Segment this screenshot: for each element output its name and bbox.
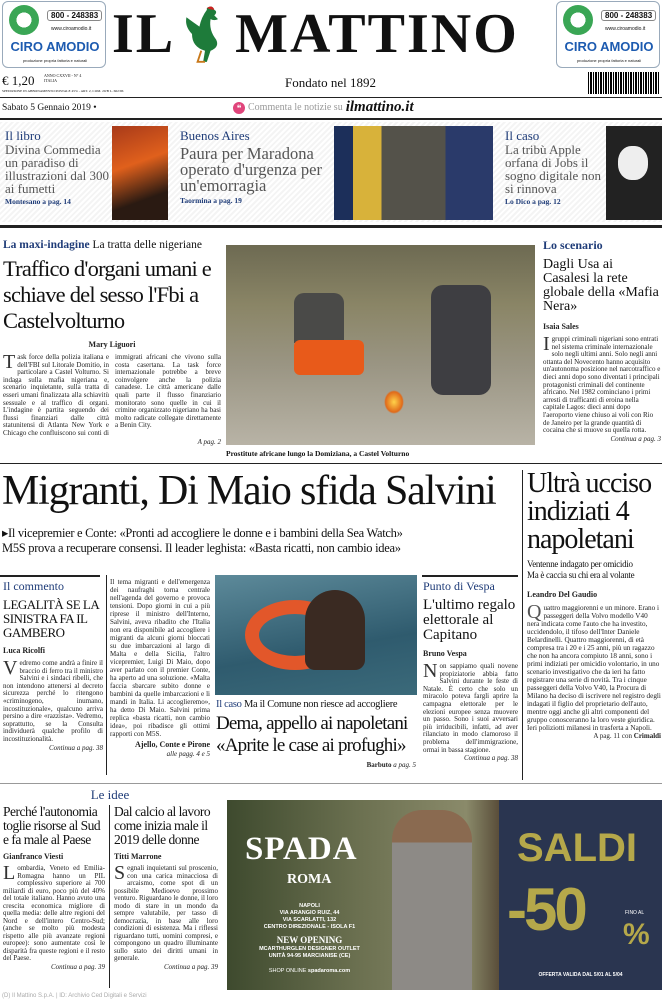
idee-item [114, 805, 218, 972]
ad-address: VIA SCARLATTI, 132 [282, 917, 337, 923]
body-text: egnali inquietanti sul proscenio, con una carica minacciosa di arcaismo, come spot di un possibile Medioevo prossimo venturo. Riguardano le donne, il loro modo di stare in un mondo da sempre valutabile, per tasso di democrazia, in base alle loro condizioni di esistenza. Ma i riflessi riguardano tutti, uomini compresi, e compongono un quadro illuminante sullo stato dei diritti umani in generale. [114, 864, 218, 962]
divider [0, 575, 100, 577]
idee-body [114, 862, 218, 963]
fire [384, 390, 404, 414]
main-ref[interactable]: alle pagg. 4 e 5 [166, 750, 210, 758]
dema-block [216, 698, 416, 770]
scenario-author: Isaia Sales [543, 322, 579, 331]
lead-body [3, 351, 221, 438]
main-article [110, 578, 210, 759]
ad-shop [247, 968, 372, 975]
footer: (D) Il Mattino S.p.A. | ID: Archivio Ced Digitali e Servizi [2, 993, 147, 999]
comment-bubble-icon: ❝ [233, 102, 245, 114]
section-label: Il commento [3, 579, 64, 593]
ultra-body [527, 601, 661, 732]
lead-kicker [3, 238, 221, 252]
ref-text: a pag. 5 [393, 761, 416, 769]
postal-info: SPEDIZIONE IN ABBONAMENTO POSTALE 45% - ART. 2, COM. 20/B L. 662/96 [2, 89, 124, 93]
main-body: Il tema migranti e dell'emergenza dei naufraghi torna centrale nell'agenda del governo e provoca tensioni. Dopo giorni in cui a più riprese il ministro dell'Interno, Salvini, aveva ribadito che l'Italia non era disponibile ad accogliere i migranti da alcuni giorni bloccati su due imbarcazioni al largo di Malta e della Sicilia, l'altro vicepremier, Luigi Di Maio, dopo aver parlato con il premier Conte, ha aperto ad una soluzione. «Malta faccia sbarcare subito donne e bambini da quelle imbarcazioni e li mandi in Italia. Li accoglieremo», ha detto Di Maio. Salvini prima replica «basta ricatti, non cambio idea», poi ribadisce gli ottimi rapporti con M5S. [110, 578, 210, 738]
founded: Fondato nel 1892 [285, 75, 376, 90]
main-authors: Ajello, Conte e Pirone [135, 740, 210, 749]
kicker-label: La maxi-indagine [3, 239, 90, 251]
teaser-maradona[interactable] [180, 128, 332, 205]
ultra-column [527, 470, 661, 741]
vespa-headline[interactable]: L'ultimo regalo elettorale al Capitano [423, 597, 516, 643]
idee-headline[interactable]: Perché l'autonomia toglie risorse al Sud e fa male al Paese [3, 804, 101, 847]
ref-name: Crimaldi [633, 732, 661, 740]
teaser-image-maradona [334, 126, 493, 220]
idee-item [3, 805, 105, 972]
ad-fino: FINO AL [625, 910, 645, 916]
advert-spada[interactable] [227, 800, 662, 990]
teaser-image-painting [112, 126, 168, 220]
site-name: ilmattino.it [345, 99, 414, 115]
dropcap: T [3, 351, 16, 373]
ad-address: VIA ARANGIO RUIZ, 44 [279, 910, 340, 916]
kicker-label: Il caso [216, 699, 242, 710]
commento-body [3, 657, 103, 744]
rooster-icon [179, 2, 231, 66]
divider [109, 805, 110, 988]
idee-headline[interactable]: Dal calcio al lavoro come inizia male il 2019 delle donne [114, 804, 211, 847]
scenario-ref[interactable]: Continua a pag. 3 [610, 434, 661, 443]
divider [422, 575, 518, 577]
dropcap: I [543, 333, 550, 355]
ultra-author: Leandro Del Gaudio [527, 590, 598, 599]
ad-opening: NEW OPENING [276, 935, 343, 945]
divider [522, 470, 523, 780]
person-left [294, 293, 344, 343]
dropcap: Q [527, 601, 542, 623]
idee-author: Titti Marrone [114, 852, 162, 861]
vespa-ref[interactable]: Continua a pag. 38 [463, 754, 518, 763]
logo[interactable] [112, 2, 552, 66]
ultra-subtitle: Ventenne indagato per omicidio [527, 559, 633, 569]
ad-phone: 800 - 248383 [47, 10, 102, 21]
person-right [431, 285, 491, 395]
barcode [588, 72, 660, 94]
ultra-ref[interactable] [527, 732, 661, 741]
dema-headline[interactable]: Dema, appello ai napoletani [216, 713, 408, 734]
teaser-libro[interactable] [5, 128, 110, 206]
ad-phone: 800 - 248383 [601, 10, 656, 21]
ad-sale-panel [499, 800, 662, 990]
lead-author: Mary Liguori [88, 340, 136, 349]
ad-percent: % [623, 918, 650, 951]
divider [0, 97, 662, 98]
teaser-ref: Lo Dico a pag. 12 [505, 197, 561, 206]
commento-column [3, 579, 103, 753]
dema-kicker [216, 698, 416, 711]
kicker-text: La tratta delle nigeriane [92, 239, 202, 251]
ref-text: A pag. 11 con [593, 732, 633, 740]
teaser-image-apple [606, 126, 662, 220]
divider [0, 463, 662, 464]
teaser-title: Divina Commedia un paradiso di illustrazioni dal 300 ai fumetti [5, 142, 109, 196]
ad-sale: SALDI [517, 826, 637, 870]
commento-headline[interactable]: LEGALITÀ SE LA SINISTRA FA IL GAMBERO [3, 597, 99, 640]
idee-body [3, 862, 105, 963]
lead-ref[interactable]: A pag. 2 [197, 437, 221, 446]
divider [106, 575, 107, 775]
ad-ciro-amodio-left[interactable] [2, 1, 106, 68]
comment-prompt: Commenta le notizie su [248, 102, 343, 113]
ref-name: Barbuto [366, 761, 392, 769]
teaser-label: Il libro [5, 128, 41, 143]
dropcap: L [3, 862, 16, 884]
ad-tagline: produzione propria fattoria e naturali [22, 58, 88, 63]
scenario-headline[interactable]: Dagli Usa ai Casalesi la rete globale della «Mafia Nera» [543, 257, 659, 314]
body-text: edremo come andrà a finire il braccio di ferro tra il ministro Salvini e i sindaci ribelli, che non intendono attenersi al decreto sicurezza perché lo ritengono «criminogeno, inumano, incostituzionale», qualcuno arriva persino a dire «razzista». Vedremo, soprattutto, se la Consulta individuerà qualche profilo di incostituzionalità. [3, 659, 103, 743]
ad-tagline: produzione propria fattoria e naturali [576, 58, 642, 63]
ad-name: CIRO AMODIO [564, 39, 654, 54]
scenario-column [543, 238, 661, 444]
price: € 1,20 [2, 73, 35, 88]
shop-label: SHOP ONLINE [268, 968, 307, 974]
ultra-subtitle: Ma è caccia su chi era al volante [527, 570, 635, 580]
logo-text: MATTINO [235, 3, 519, 65]
apple-logo-icon [618, 146, 648, 180]
ad-ciro-amodio-right[interactable] [556, 1, 660, 68]
ad-discount: -50 [507, 876, 585, 943]
dropcap: S [114, 862, 126, 884]
teaser-label: Buenos Aires [180, 128, 250, 143]
ad-web: www.ciroamodio.it [605, 26, 646, 32]
main-subtitle: ▸Il vicepremier e Conte: «Pronti ad accogliere le donne e i bambini della Sea Watch» [2, 526, 403, 540]
ad-brand: SPADA [245, 831, 358, 867]
dema-headline[interactable]: «Aprite le case ai profughi» [216, 735, 406, 756]
ad-web: www.ciroamodio.it [51, 26, 92, 32]
photo-caption: Prostitute africane lungo la Domiziana, a Castel Volturno [226, 449, 410, 458]
section-label: Punto di Vespa [423, 579, 495, 593]
mascot-icon [9, 5, 39, 35]
ad-brand-sub: ROMA [287, 872, 332, 887]
scenario-body [543, 333, 661, 435]
main-head-block [2, 468, 518, 556]
body-text: on sappiamo quali novene propiziatorie abbia fatto Salvini durante le feste di Natale. È certo che solo un miracolo poteva fargli aprire la campagna elettorale per le elezioni europee senza muovere un passo. Sono i suoi avversari più irriducibili, infatti, ad aver rilanciato in modo clamoroso il problema dell'immigrazione, ormai in bassa stagione. [423, 662, 518, 754]
lead-headline[interactable]: Traffico d'organi umani e schiave del sesso l'Fbi a Castelvolturno [3, 256, 211, 333]
ad-name: CIRO AMODIO [10, 39, 100, 54]
ad-outlet: MCARTHURGLEN DESIGNER OUTLET [259, 946, 360, 952]
vespa-column [423, 579, 518, 763]
divider [0, 225, 662, 228]
lead-photo [226, 245, 535, 445]
shop-site: spadaroma.com [307, 968, 351, 974]
logo-text: IL [112, 3, 176, 65]
main-headline[interactable]: Migranti, Di Maio sfida Salvini [2, 468, 496, 514]
idee-author: Gianfranco Viesti [3, 852, 64, 861]
body-text: uattro maggiorenni e un minore. Erano i passeggeri della Volvo modello V40 nera indicata come l'auto che ha investito, uccidendolo, il tifoso dell'Inter Daniele Belardinelli. Quattro maggiorenni, di età compresa tra i 20 e i 25 anni, più un ragazzo che non ha ancora compiuto 18 anni, sono i primi indiziati per omicidio volontario, in uno scenario investigativo che da ieri ha fatto registrare una serie di novità. Tra i cinque passeggeri della Volvo V40, la Procura di Milano ha deciso di iscrivere nel registro degli indagati il figlio del proprietario dell'auto, mentre oggi anche gli altri componenti del gruppo conosceranno la loro veste giuridica. Ieri poliziotti milanesi in trasferta a Napoli. [527, 604, 661, 732]
vespa-body [423, 660, 518, 754]
ultra-headline[interactable]: Ultrà ucciso indiziati 4 napoletani [527, 468, 652, 555]
model [392, 810, 472, 990]
dropcap: N [423, 660, 438, 682]
ad-city: NAPOLI [299, 903, 320, 909]
vespa-author: Bruno Vespa [423, 649, 467, 658]
main-subtitle: M5S prova a recuperare consensi. Il leader leghista: «Basta ricatti, non cambio idea» [2, 541, 401, 555]
ad-address: CENTRO DIREZIONALE - ISOLA F1 [263, 924, 356, 930]
body-text: ask force della polizia italiana e dell'FBI sul Litorale Domitio, in particolare a Castel Volturno. Si indaga sulla mafia nigeriana e, scenario inquietante, sulla tratta di esseri umani finalizzata alla schiavitù sessuale e al traffico di organi. L'indagine è partita seguendo dei flussi finanziari dalle città statunitensi di Atlanta New York e Chicago che confluiscono sui conti di immigrati africani che vivono sulla costa casertana. La task force internazionale potrebbe a breve coinvolgere anche la polizia canadese. Le città americane dalle quali parte il flusso finanziario monitorato sono quelle in cui il crimine organizzato nigeriano ha basi molto radicate collegate direttamente a Benin City. [3, 353, 221, 437]
teaser-title: La tribù Apple orfana di Jobs il sogno digitale non si rinnova [505, 142, 602, 196]
body-text: gruppi criminali nigeriani sono entrati nel sistema criminale internazionale solo negli ultimi anni. Solo negli anni ottanta del Novecento hanno acquisito un'autonoma posizione nel narcotraffico e dieci anni dopo sono diventati i principali protagonisti criminali del continente africano. Nel 1982 cominciano i primi arresti di trafficanti di eroina nella capitale Lagos: dieci anni dopo l'aeroporto viene chiuso ai voli con Rio de Janeiro per la grande quantità di cocaina che si muove su quella rotta. [543, 335, 661, 435]
commento-ref[interactable]: Continua a pag. 38 [48, 743, 103, 752]
teaser-apple[interactable] [505, 128, 605, 206]
teaser-ref: Taormina a pag. 19 [180, 196, 242, 205]
commento-author: Luca Ricolfi [3, 646, 45, 655]
teaser-title: Paura per Maradona operato d'urgenza per un'emorragia [180, 144, 322, 195]
idee-ref[interactable]: Continua a pag. 39 [50, 962, 105, 971]
dema-photo [215, 575, 417, 695]
mascot-icon [563, 5, 593, 35]
divider [0, 783, 662, 784]
section-label: Le idee [90, 787, 130, 802]
edition: ANNO CXXVII - N° 4 ITALIA [44, 73, 82, 83]
ad-outlet-unit: UNITÀ 94-95 MARCIANISE (CE) [268, 953, 351, 959]
date: Sabato 5 Gennaio 2019 • [2, 103, 97, 113]
dropcap: V [3, 657, 18, 679]
teaser-label: Il caso [505, 128, 540, 143]
ad-addresses [247, 903, 372, 975]
dema-ref[interactable] [216, 761, 416, 770]
idee-ref[interactable]: Continua a pag. 39 [163, 962, 218, 971]
lead-column [3, 238, 221, 447]
body-text: ombardia, Veneto ed Emilia-Romagna hanno un PIL complessivo superiore ai 700 miliardi di euro, poco più del 40% del totale italiano. Hanno avuto una crescita economica migliore di quella media: delle altre regioni del Nord e dell'intero Centro-Sud; (anche se molto più modesta rispetto alle più avanzate regioni europee): sono aumentate così le disparità fra queste regioni e il resto del Paese. [3, 864, 105, 962]
divider [0, 118, 662, 120]
comment-link[interactable] [233, 99, 414, 116]
ad-validity: OFFERTA VALIDA DAL 5/01 AL 5/04 [538, 972, 623, 978]
orange-pants [294, 340, 364, 375]
man [305, 590, 365, 670]
kicker-text: Ma il Comune non riesce ad accogliere [243, 699, 398, 710]
teaser-ref: Montesano a pag. 14 [5, 197, 71, 206]
section-label: Lo scenario [543, 238, 603, 252]
